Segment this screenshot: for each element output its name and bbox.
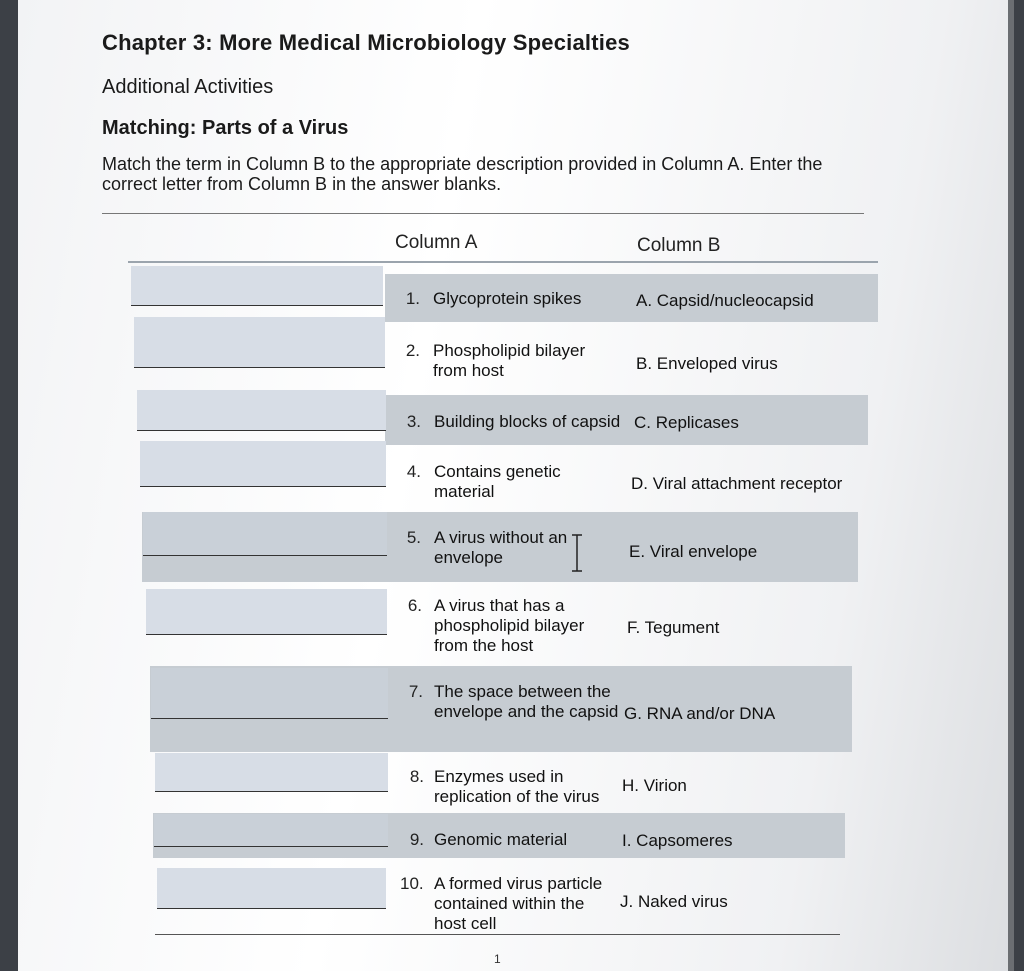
term-option: H. Virion — [622, 776, 687, 795]
bottom-divider — [155, 934, 840, 935]
item-number: 3. — [406, 412, 421, 431]
answer-blank-3[interactable] — [137, 390, 386, 431]
item-description: A formed virus particle contained within the host cell — [434, 874, 603, 933]
term-option: E. Viral envelope — [629, 542, 758, 561]
term-option: G. RNA and/or DNA — [624, 704, 776, 723]
item-description: Enzymes used in replication of the virus — [434, 767, 600, 806]
item-description: A virus that has a phospholipid bilayer from the host — [434, 596, 585, 655]
item-number: 1. — [405, 289, 420, 308]
chapter-title: Chapter 3: More Medical Microbiology Specialties — [102, 30, 630, 55]
item-description: Genomic material — [434, 830, 568, 849]
item-number: 2. — [405, 341, 420, 360]
term-option: C. Replicases — [634, 413, 739, 432]
answer-blank-7[interactable] — [151, 668, 388, 719]
term-option: B. Enveloped virus — [636, 354, 778, 373]
answer-blank-8[interactable] — [155, 753, 388, 792]
document — [102, 22, 872, 194]
item-number: 9. — [409, 830, 424, 849]
item-number: 6. — [407, 596, 422, 615]
item-number: 7. — [408, 682, 423, 701]
answer-blank-4[interactable] — [140, 441, 386, 487]
item-description: Contains genetic material — [434, 462, 561, 501]
item-description: A virus without an envelope — [434, 528, 568, 567]
item-number: 10. — [400, 874, 424, 893]
instructions-divider — [102, 213, 864, 214]
column-b-header: Column B — [637, 235, 721, 256]
answer-blank-10[interactable] — [157, 868, 386, 909]
item-description: Building blocks of capsid — [434, 412, 621, 431]
term-option: F. Tegument — [627, 618, 720, 637]
answer-blank-9[interactable] — [154, 814, 388, 847]
column-a-header: Column A — [395, 232, 478, 253]
item-number: 5. — [406, 528, 421, 547]
item-number: 4. — [406, 462, 421, 481]
activity-title: Matching: Parts of a Virus — [102, 117, 349, 139]
item-description: Glycoprotein spikes — [433, 289, 582, 308]
answer-blank-6[interactable] — [146, 589, 387, 635]
section-title: Additional Activities — [102, 76, 274, 98]
instructions: Match the term in Column B to the appropriate description provided in Column A. Enter the correct letter from Column B in the answer blanks. — [102, 154, 823, 194]
term-option: A. Capsid/nucleocapsid — [636, 291, 814, 310]
text-cursor-icon — [570, 533, 584, 573]
header-divider — [128, 261, 878, 263]
item-number: 8. — [409, 767, 424, 786]
answer-blank-5[interactable] — [143, 512, 387, 556]
item-description: The space between the envelope and the capsid — [434, 682, 619, 721]
term-option: J. Naked virus — [620, 892, 728, 911]
term-option: D. Viral attachment receptor — [631, 474, 843, 493]
answer-blank-1[interactable] — [131, 266, 383, 306]
page-number: 1 — [494, 952, 501, 966]
item-description: Phospholipid bilayer from host — [433, 341, 586, 380]
answer-blank-2[interactable] — [134, 317, 385, 368]
term-option: I. Capsomeres — [622, 831, 733, 850]
